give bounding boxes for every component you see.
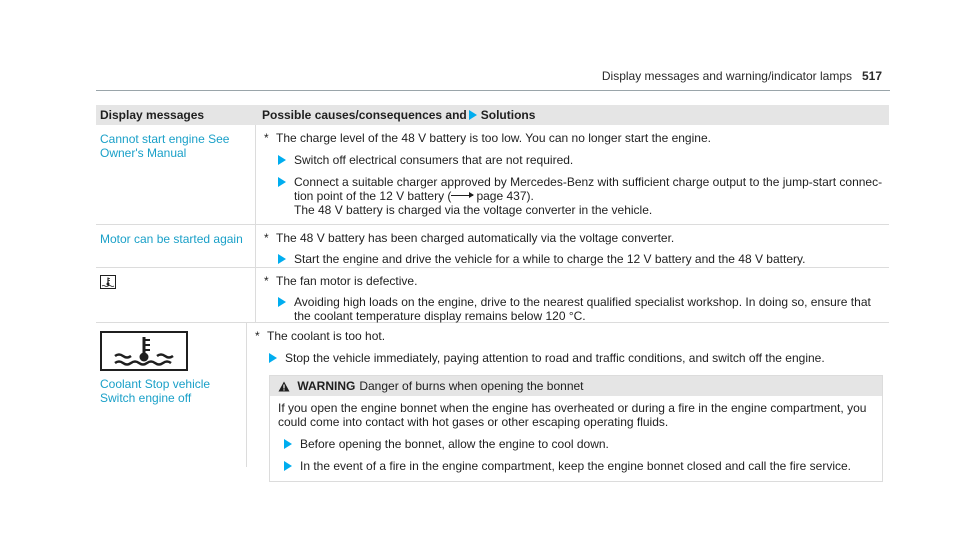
cause-line bbox=[264, 231, 883, 245]
table-row bbox=[96, 125, 889, 225]
warning-step bbox=[278, 459, 874, 473]
bullet-star: * bbox=[264, 274, 269, 288]
step-text-continued: The 48 V battery is charged via the voltage converter in the vehicle. bbox=[294, 203, 653, 217]
row-content bbox=[256, 268, 889, 322]
message-line-1: Coolant Stop vehicle bbox=[100, 377, 211, 391]
warning-label: WARNING bbox=[297, 379, 356, 393]
step-text: Start the engine and drive the vehicle for a while to charge the 12 V battery and the 48 V battery. bbox=[294, 252, 806, 266]
bullet-star: * bbox=[264, 131, 269, 145]
bullet-star: * bbox=[255, 329, 260, 343]
message-cannot-start bbox=[96, 125, 256, 224]
message-line-2: Switch engine off bbox=[100, 391, 192, 405]
table-row bbox=[96, 323, 889, 473]
arrow-right-icon bbox=[278, 254, 286, 264]
table-row bbox=[96, 268, 889, 323]
cause-line bbox=[255, 329, 883, 343]
column-header-causes bbox=[256, 105, 889, 125]
cause-line bbox=[264, 131, 883, 145]
solution-step bbox=[264, 153, 883, 167]
column-header-solutions-label: Solutions bbox=[480, 108, 536, 122]
coolant-temperature-icon-graphic bbox=[109, 334, 179, 368]
cause-text: The charge level of the 48 V battery is too low. You can no longer start the engine. bbox=[276, 131, 711, 145]
message-coolant-stop bbox=[96, 323, 247, 467]
coolant-temperature-icon bbox=[100, 331, 188, 371]
step-text: Avoiding high loads on the engine, drive to the nearest qualified specialist workshop. In doing so, ensure that the coolant temperature display remains below 120 °C. bbox=[294, 295, 871, 323]
arrow-right-icon bbox=[278, 297, 286, 307]
warning-text: If you open the engine bonnet when the engine has overheated or during a fire in the engine compartment, you could come into contact with hot gases or other escaping operating fluids. bbox=[278, 401, 867, 429]
arrow-right-icon bbox=[469, 110, 477, 120]
solution-step bbox=[264, 252, 883, 266]
row-content bbox=[256, 125, 889, 224]
cause-text: The coolant is too hot. bbox=[267, 329, 386, 343]
page-reference-arrow-icon bbox=[451, 195, 473, 196]
warning-header bbox=[270, 376, 882, 396]
cause-text: The 48 V battery has been charged automatically via the voltage converter. bbox=[276, 231, 675, 245]
solution-step bbox=[264, 175, 883, 217]
message-motor-can-be-started bbox=[96, 225, 256, 267]
cause-line bbox=[264, 274, 883, 288]
message-text: Motor can be started again bbox=[100, 232, 243, 246]
warning-body bbox=[270, 396, 882, 481]
column-header-causes-label: Possible causes/consequences and bbox=[262, 108, 467, 122]
step-text: Before opening the bonnet, allow the engine to cool down. bbox=[300, 437, 609, 451]
step-text: Connect a suitable charger approved by Mercedes-Benz with sufficient charge output to the jump-start connec-tion point of the 12 V battery ( bbox=[294, 175, 883, 203]
solution-step bbox=[264, 295, 883, 323]
warning-triangle-icon bbox=[278, 381, 290, 392]
message-coolant-icon-cell bbox=[96, 268, 256, 322]
warning-title: Danger of burns when opening the bonnet bbox=[359, 379, 584, 393]
row-content bbox=[256, 225, 889, 267]
cause-text: The fan motor is defective. bbox=[276, 274, 418, 288]
page-number: 517 bbox=[861, 69, 882, 83]
warning-box bbox=[269, 375, 883, 482]
warning-step bbox=[278, 437, 874, 451]
row-content bbox=[247, 323, 889, 473]
table-header bbox=[96, 105, 889, 125]
header-rule bbox=[96, 90, 890, 91]
message-text: Cannot start engine See Owner's Manual bbox=[100, 132, 230, 160]
table-row bbox=[96, 225, 889, 268]
column-header-messages: Display messages bbox=[100, 108, 205, 122]
page-reference-link[interactable]: page 437). bbox=[476, 189, 534, 203]
step-text: Stop the vehicle immediately, paying attention to road and traffic conditions, and switch off the engine. bbox=[285, 351, 825, 365]
arrow-right-icon bbox=[269, 353, 277, 363]
bullet-star: * bbox=[264, 231, 269, 245]
step-text: Switch off electrical consumers that are not required. bbox=[294, 153, 574, 167]
step-text: In the event of a fire in the engine compartment, keep the engine bonnet closed and call the fire service. bbox=[300, 459, 852, 473]
messages-table bbox=[96, 105, 889, 473]
solution-step bbox=[255, 351, 883, 365]
arrow-right-icon bbox=[278, 177, 286, 187]
message-text bbox=[100, 377, 246, 405]
page-header-title: Display messages and warning/indicator lamps bbox=[601, 69, 852, 83]
arrow-right-icon bbox=[284, 439, 292, 449]
arrow-right-icon bbox=[284, 461, 292, 471]
coolant-temperature-icon bbox=[100, 275, 116, 289]
arrow-right-icon bbox=[278, 155, 286, 165]
